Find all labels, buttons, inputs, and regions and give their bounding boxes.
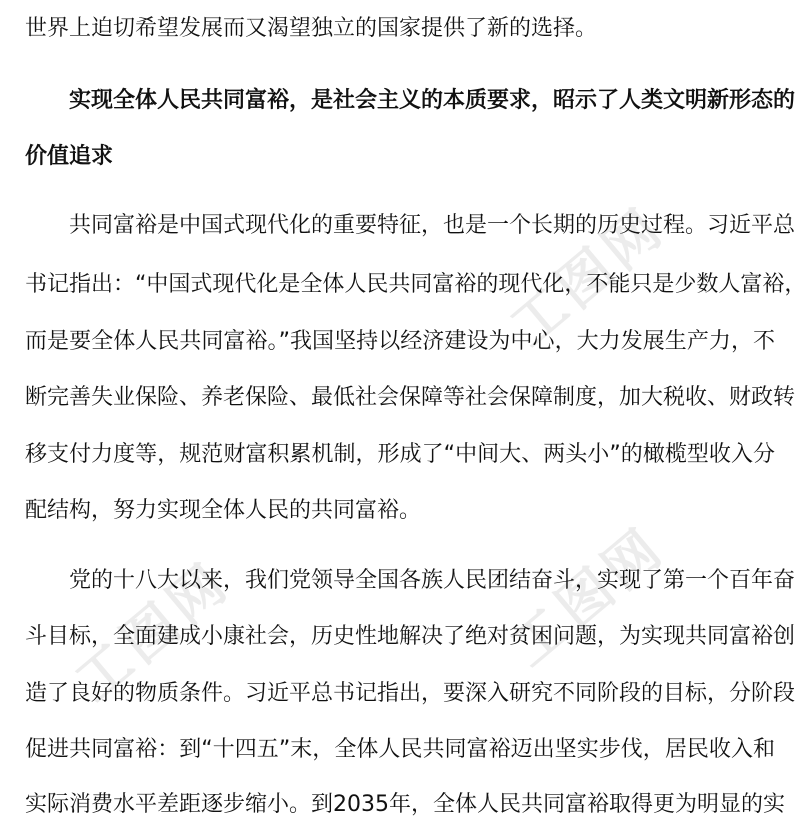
paragraph-line: 共同富裕是中国式现代化的重要特征，也是一个长期的历史过程。习近平总 bbox=[69, 213, 796, 238]
paragraph-line: 促进共同富裕：到“十四五”末，全体人民共同富裕迈出坚实步伐，居民收入和 bbox=[25, 737, 775, 762]
paragraph-line: 世界上迫切希望发展而又渴望独立的国家提供了新的选择。 bbox=[25, 16, 598, 41]
section-heading-line: 价值追求 bbox=[25, 144, 114, 169]
section-heading-line: 实现全体人民共同富裕，是社会主义的本质要求，昭示了人类文明新形态的 bbox=[69, 88, 796, 113]
paragraph-line: 实际消费水平差距逐步缩小。到2035年，全体人民共同富裕取得更为明显的实 bbox=[25, 792, 785, 817]
watermark: 工图网 bbox=[63, 549, 242, 714]
paragraph-line: 党的十八大以来，我们党领导全国各族人民团结奋斗，实现了第一个百年奋 bbox=[69, 568, 796, 593]
paragraph-line: 造了良好的物质条件。习近平总书记指出，要深入研究不同阶段的目标，分阶段 bbox=[25, 681, 796, 706]
paragraph-line: 配结构，努力实现全体人民的共同富裕。 bbox=[25, 498, 422, 523]
paragraph-line: 断完善失业保险、养老保险、最低社会保障等社会保障制度，加大税收、财政转 bbox=[25, 385, 796, 410]
paragraph-line: 移支付力度等，规范财富积累机制，形成了“中间大、两头小”的橄榄型收入分 bbox=[25, 442, 775, 467]
paragraph-line: 斗目标，全面建成小康社会，历史性地解决了绝对贫困问题，为实现共同富裕创 bbox=[25, 624, 796, 649]
watermark: 工图网 bbox=[498, 514, 677, 679]
paragraph-line: 书记指出：“中国式现代化是全体人民共同富裕的现代化，不能只是少数人富裕， bbox=[25, 272, 806, 297]
paragraph-line: 而是要全体人民共同富裕。”我国坚持以经济建设为中心，大力发展生产力，不 bbox=[25, 329, 775, 354]
watermark: 工图网 bbox=[498, 194, 677, 359]
